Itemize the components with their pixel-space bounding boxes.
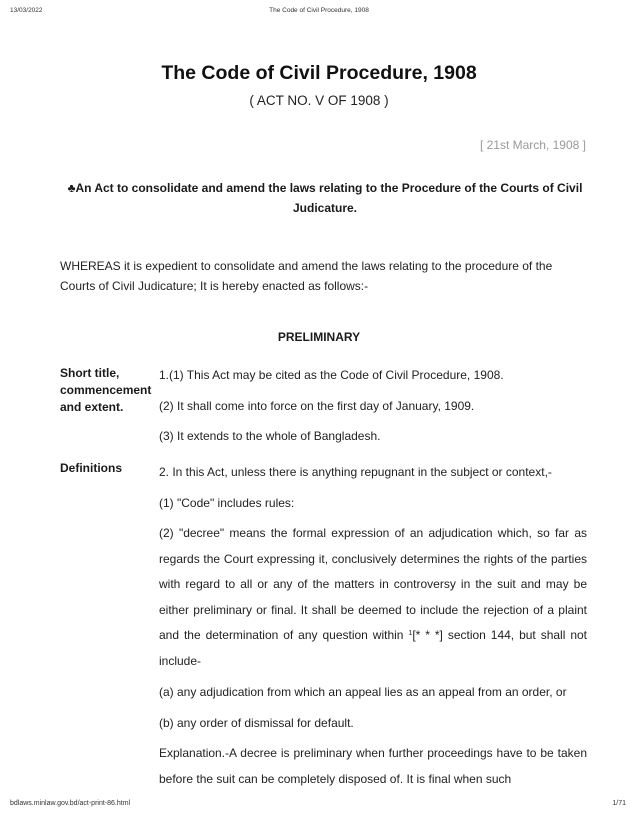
section-1-line: (2) It shall come into force on the first day of January, 1909.: [159, 398, 475, 413]
explanation: Explanation.-A decree is preliminary when further proceedings have to be taken before the suit can be completely disposed of. It is final when such: [159, 746, 587, 786]
section-1-line: (3) It extends to the whole of Bangladesh.: [159, 429, 381, 443]
page-title: The Code of Civil Procedure, 1908: [161, 62, 477, 84]
whereas-clause: WHEREAS it is expedient to consolidate and amend the laws relating to the procedure of the Courts of Civil Judicature; It is hereby enacted as follows:-: [60, 259, 553, 293]
clause-a: (a) any adjudication from which an appeal lies as an appeal from an order, or: [159, 685, 567, 699]
footnote-reference[interactable]: 1: [408, 630, 413, 637]
clause-b: (b) any order of dismissal for default.: [159, 715, 354, 730]
section-1-line: 1.(1) This Act may be cited as the Code of Civil Procedure, 1908.: [159, 368, 504, 382]
page-number: 1/71: [612, 800, 626, 807]
preliminary-heading: PRELIMINARY: [277, 330, 361, 344]
section-2-body: [159, 460, 587, 797]
definition-code: (1) "Code" includes rules:: [159, 495, 295, 510]
decree-text-part-1: (2) "decree" means the formal expression of an adjudication which, so far as regards the Court expressing it, conclusively determines the rights of the parties with regard to all or any of the matters in controversy in the suit and may be either preliminary or final. It shall be deemed to include the rejection of a plaint and the determination of any question within: [159, 526, 587, 642]
section-2-side-note: Definitions: [60, 461, 122, 475]
page-url: bdlaws.minlaw.gov.bd/act-print-86.html: [10, 800, 131, 807]
print-date: 13/03/2022: [10, 7, 43, 14]
definition-decree: [159, 521, 587, 674]
section-1-body: [159, 363, 587, 455]
act-number: ( ACT NO. V OF 1908 ): [249, 93, 389, 108]
act-preamble: ♣An Act to consolidate and amend the laws relating to the Procedure of the Courts of Civil Judicature.: [67, 181, 583, 215]
print-header-title: The Code of Civil Procedure, 1908: [269, 7, 369, 14]
act-date: [ 21st March, 1908 ]: [479, 138, 586, 152]
decree-text-part-2: [* * *] section 144, but shall not include-: [159, 628, 587, 668]
section-1-side-note: Short title, commencement and extent.: [60, 366, 152, 414]
section-2-intro: 2. In this Act, unless there is anything repugnant in the subject or context,-: [159, 465, 552, 479]
